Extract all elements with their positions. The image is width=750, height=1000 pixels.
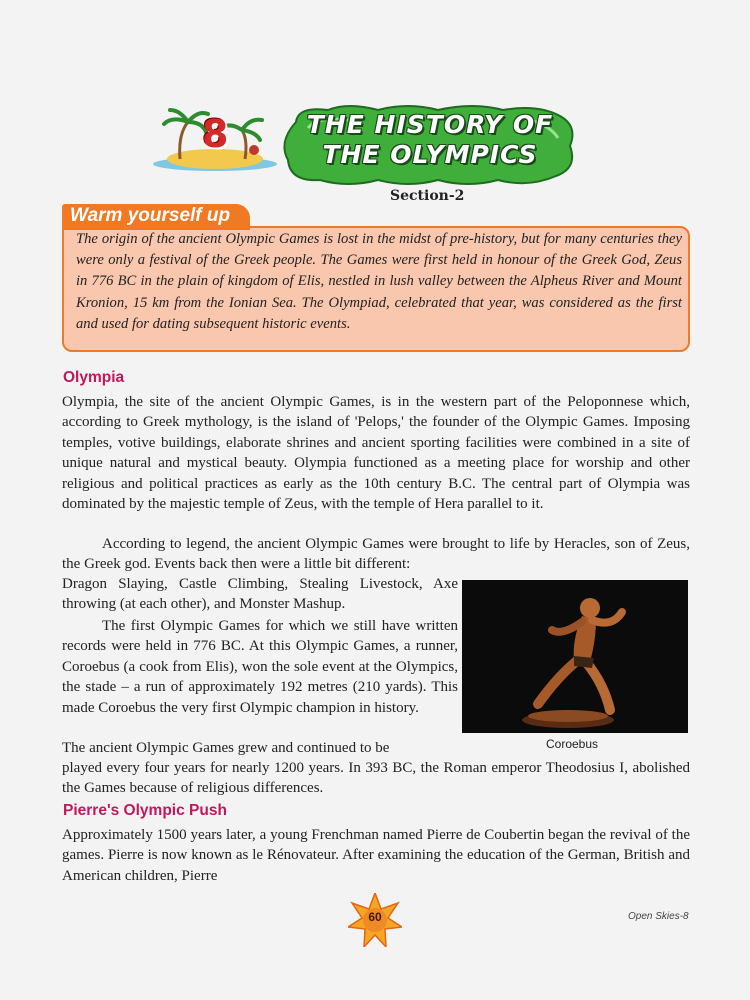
title-line-1: THE HISTORY OF [306,110,554,139]
book-title: Open Skies-8 [628,911,689,922]
olympia-paragraph-2b: Dragon Slaying, Castle Climbing, Stealing Livestock, Axe throwing (at each other), and Monster Mashup. [62,576,458,613]
olympia-paragraph-1: Olympia, the site of the ancient Olympic Games, is in the western part of the Peloponnese which, according to Greek mythology, is the island of 'Pelops,' the founder of the Olympic Games. Imposing temples, votive buildings, elaborate shrines and ancient sporting facilities were combined in a site of unique natural and mystical beauty. Olympia functioned as a meeting place for worship and other religious and political practices as early as the 10th century B.C. The central part of Olympia was dominated by the majestic temple of Zeus, with the temple of Hera parallel to it. [62,394,690,513]
olympia-paragraph-3: The first Olympic Games for which we still have written records were held in 776 BC. At this Olympic Games, a runner, Coroebus (a cook from Elis), won the sole event at the Olympics, the stade – a run of approximately 192 metres (210 yards). This made Coroebus the very first Olympic champion in history. [62,618,458,716]
pierre-paragraph: Approximately 1500 years later, a young Frenchman named Pierre de Coubertin began the revival of the games. Pierre is now known as le Rénovateur. After examining the education of the German, British and American children, Pierre [62,827,690,884]
coroebus-photo [462,580,688,733]
title-line-2: THE OLYMPICS [322,140,538,169]
warm-up-text: The origin of the ancient Olympic Games is lost in the midst of pre-history, but for many centuries they were only a festival of the Greek people. The Games were first held in honour of the Greek God, Zeus in 776 BC in the plain of kingdom of Elis, nestled in lush valley between the Alpheus River and Mount Kronion, 15 km from the Ionian Sea. The Olympiad, celebrated that year, was considered as the first and used for dating subsequent historic events. [76,231,682,332]
section-label: Section-2 [390,188,465,204]
olympia-heading: Olympia [63,369,125,386]
page-number: 60 [368,910,382,924]
olympia-paragraph-4a: The ancient Olympic Games grew and continued to be [62,740,390,756]
running-statue-icon [462,580,688,733]
olympia-paragraph-4b: played every four years for nearly 1200 years. In 393 BC, the Roman emperor Theodosius I, abolished the Games because of religious differences. [62,760,690,797]
pierre-heading: Pierre's Olympic Push [63,802,227,819]
warm-up-label: Warm yourself up [70,205,231,226]
olympia-paragraph-2a: According to legend, the ancient Olympic Games were brought to life by Heracles, son of Zeus, the Greek god. Events back then were a little bit different: [62,536,690,573]
photo-caption: Coroebus [546,737,599,751]
page-title [300,110,560,170]
chapter-number: 8 [202,112,229,156]
